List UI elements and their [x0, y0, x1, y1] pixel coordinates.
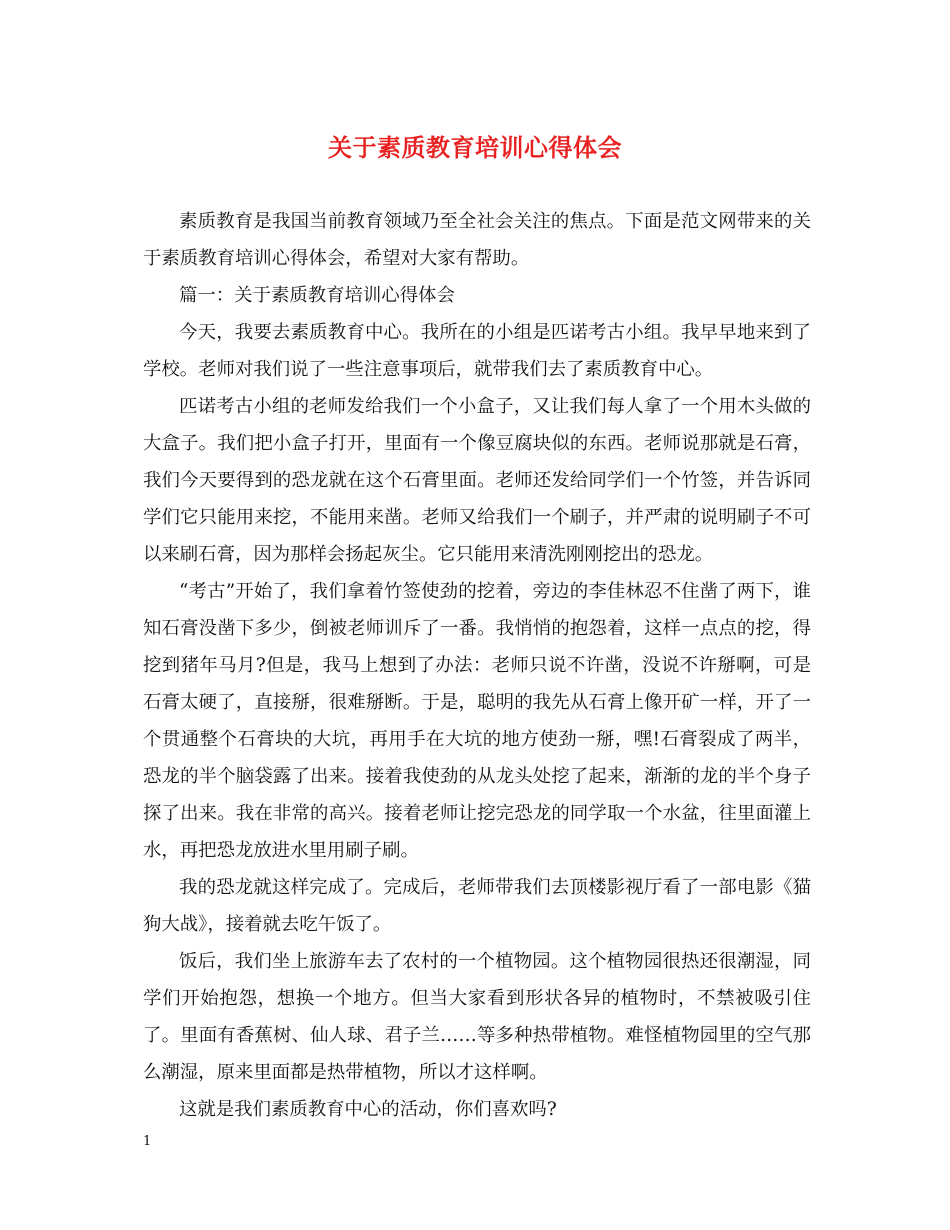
- paragraph-intro: 素质教育是我国当前教育领域乃至全社会关注的焦点。下面是范文网带来的关于素质教育培训心得体会，希望对大家有帮助。: [143, 211, 811, 269]
- paragraph-section-heading: 篇一：关于素质教育培训心得体会: [179, 285, 455, 306]
- paragraph-closing: 这就是我们素质教育中心的活动，你们喜欢吗?: [179, 1099, 557, 1120]
- paragraph: 我的恐龙就这样完成了。完成后，老师带我们去顶楼影视厅看了一部电影《猫狗大战》，接着就去吃午饭了。: [143, 877, 811, 935]
- paragraph: 今天，我要去素质教育中心。我所在的小组是匹诺考古小组。我早早地来到了学校。老师对我们说了一些注意事项后，就带我们去了素质教育中心。: [143, 322, 811, 380]
- document-title: 关于素质教育培训心得体会: [328, 133, 622, 162]
- page-number: 1: [143, 1134, 152, 1149]
- paragraph: “考古”开始了，我们拿着竹签使劲的挖着，旁边的李佳林忍不住凿了两下，谁知石膏没凿下多少，倒被老师训斥了一番。我悄悄的抱怨着，这样一点点的挖，得挖到猪年马月?但是，我马上想到了办法：老师只说不许凿，没说不许掰啊，可是石膏太硬了，直接掰，很难掰断。于是，聪明的我先从石膏上像开矿一样，开了一个贯通整个石膏块的大坑，再用手在大坑的地方使劲一掰，嘿!石膏裂成了两半，恐龙的半个脑袋露了出来。接着我使劲的从龙头处挖了起来，渐渐的龙的半个身子探了出来。我在非常的高兴。接着老师让挖完恐龙的同学取一个水盆，往里面灌上水，再把恐龙放进水里用刷子刷。: [143, 581, 811, 861]
- document-body: [143, 203, 811, 1128]
- paragraph: 匹诺考古小组的老师发给我们一个小盒子，又让我们每人拿了一个用木头做的大盒子。我们把小盒子打开，里面有一个像豆腐块似的东西。老师说那就是石膏，我们今天要得到的恐龙就在这个石膏里面。老师还发给同学们一个竹签，并告诉同学们它只能用来挖，不能用来凿。老师又给我们一个刷子，并严肃的说明刷子不可以来刷石膏，因为那样会扬起灰尘。它只能用来清洗刚刚挖出的恐龙。: [143, 396, 811, 565]
- paragraph: 饭后，我们坐上旅游车去了农村的一个植物园。这个植物园很热还很潮湿，同学们开始抱怨，想换一个地方。但当大家看到形状各异的植物时，不禁被吸引住了。里面有香蕉树、仙人球、君子兰……等多种热带植物。难怪植物园里的空气那么潮湿，原来里面都是热带植物，所以才这样啊。: [143, 951, 811, 1083]
